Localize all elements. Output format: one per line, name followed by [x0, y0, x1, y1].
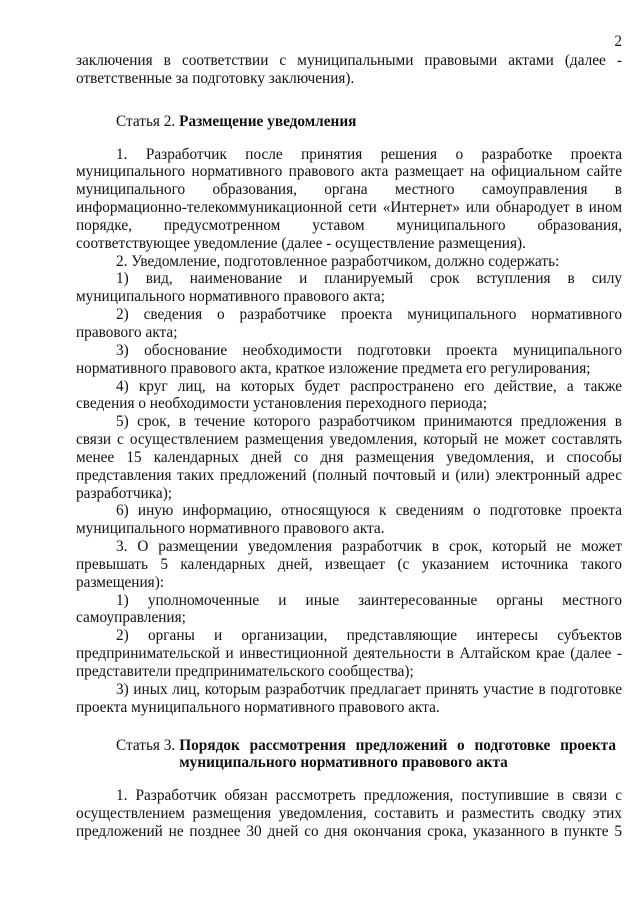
paragraph-line: превышать 5 календарных дней, извещает (с указанием источника такого	[76, 555, 622, 573]
paragraph-line: соответствующее уведомление (далее - осуществление размещения).	[76, 234, 526, 252]
article-3-title	[179, 737, 616, 773]
article-2-clause-3-item-1	[76, 592, 622, 628]
heading-line: Порядок рассмотрения предложений о подготовке проекта	[179, 736, 616, 754]
paragraph-line: муниципального нормативного правового акта;	[76, 288, 385, 306]
paragraph-line: 2. Уведомление, подготовленное разработчиком, должно содержать:	[116, 252, 560, 270]
page-number: 2	[614, 33, 622, 50]
article-3-clause-1	[76, 787, 622, 841]
paragraph-line: нормативного правового акта, краткое изложение предмета его регулирования;	[76, 359, 591, 377]
article-2-clause-1	[76, 146, 622, 253]
article-2-clause-2-item-3	[76, 342, 622, 378]
paragraph-line: ответственные за подготовку заключения).	[76, 69, 355, 87]
article-3-label: Статья 3.	[116, 736, 176, 754]
article-2-clause-2-item-5	[76, 413, 622, 502]
paragraph-line: муниципального нормативного правового акта.	[76, 520, 385, 538]
intro-paragraph	[76, 52, 622, 88]
article-2-clause-3-item-3	[76, 681, 622, 717]
paragraph-line: 4) круг лиц, на которых будет распространено его действие, а также	[116, 377, 622, 395]
paragraph-line: менее 15 календарных дней со дня размещения уведомления, и способы	[76, 448, 622, 466]
paragraph-line: разработчика);	[76, 484, 173, 502]
paragraph-line: 1. Разработчик после принятия решения о разработке проекта	[116, 145, 622, 163]
paragraph-line: 3) обоснование необходимости подготовки проекта муниципального	[116, 341, 622, 359]
article-2-heading	[76, 113, 622, 131]
document-body	[76, 52, 622, 841]
paragraph-line: 3. О размещении уведомления разработчик в срок, который не может	[116, 538, 622, 556]
paragraph-line: правового акта;	[76, 323, 178, 341]
article-2-clause-2-item-1	[76, 270, 622, 306]
paragraph-line: связи с осуществлением размещения уведомления, который не может составлять	[76, 431, 622, 449]
paragraph-line: проекта муниципального нормативного правового акта.	[76, 698, 440, 716]
paragraph-line: предложений не позднее 30 дней со дня окончания срока, указанного в пункте 5	[76, 822, 622, 840]
paragraph-line: 1) вид, наименование и планируемый срок вступления в силу	[116, 270, 622, 288]
article-2-clause-2-item-4	[76, 378, 622, 414]
article-2-clause-3-item-2	[76, 627, 622, 681]
article-2-clause-2	[76, 253, 622, 271]
paragraph-line: 2) органы и организации, представляющие интересы субъектов	[116, 627, 622, 645]
paragraph-line: представители предпринимательского сообщества);	[76, 663, 414, 680]
article-2-title: Размещение уведомления	[179, 112, 357, 130]
paragraph-line: 1. Разработчик обязан рассмотреть предложения, поступившие в связи с	[116, 787, 622, 805]
paragraph-line: 2) сведения о разработчике проекта муниципального нормативного	[116, 306, 622, 324]
paragraph-line: 3) иных лиц, которым разработчик предлагает принять участие в подготовке	[116, 680, 622, 698]
article-3-heading	[76, 737, 622, 773]
paragraph-line: заключения в соответствии с муниципальными правовыми актами (далее -	[76, 52, 622, 69]
paragraph-line: 1) уполномоченные и иные заинтересованные органы местного	[116, 591, 622, 609]
article-2-clause-2-item-2	[76, 306, 622, 342]
paragraph-line: 6) иную информацию, относящуюся к сведениям о подготовке проекта	[116, 502, 622, 520]
article-2-clause-3	[76, 538, 622, 592]
paragraph-line: представления таких предложений (полный почтовый и (или) электронный адрес	[76, 466, 622, 484]
paragraph-line: предпринимательской и инвестиционной деятельности в Алтайском крае (далее -	[76, 645, 622, 663]
paragraph-line: муниципального образования, органа местного самоуправления в	[76, 181, 622, 199]
paragraph-line: порядке, предусмотренном уставом муниципального образования,	[76, 216, 622, 234]
article-2-label: Статья 2.	[116, 112, 176, 130]
paragraph-line: размещения):	[76, 573, 165, 591]
paragraph-line: сведения о необходимости установления переходного периода;	[76, 395, 487, 413]
paragraph-line: 5) срок, в течение которого разработчиком принимаются предложения в	[116, 413, 622, 431]
paragraph-line: осуществлением размещения уведомления, составить и разместить сводку этих	[76, 805, 622, 823]
article-2-clause-2-item-6	[76, 502, 622, 538]
paragraph-line: информационно-телекоммуникационной сети «Интернет» или обнародует в ином	[76, 199, 622, 217]
paragraph-line: самоуправления;	[76, 609, 186, 627]
heading-line: муниципального нормативного правового акта	[179, 754, 508, 772]
paragraph-line: муниципального нормативного правового акта размещает на официальном сайте	[76, 163, 622, 181]
